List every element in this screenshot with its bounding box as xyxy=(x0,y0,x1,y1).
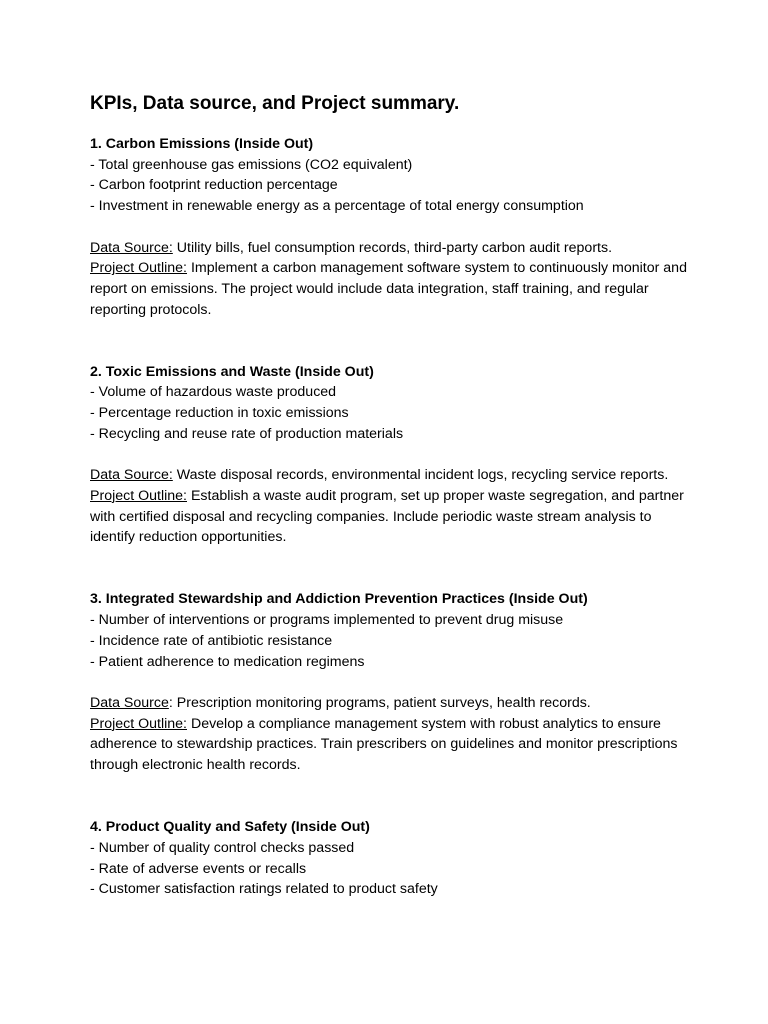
section-heading: 2. Toxic Emissions and Waste (Inside Out) xyxy=(90,363,374,380)
kpi-item: - Patient adherence to medication regimens xyxy=(90,653,365,670)
data-source-paragraph xyxy=(90,238,690,259)
section-stewardship xyxy=(90,589,690,775)
data-source-label: Data Source xyxy=(90,694,169,711)
kpi-item: - Percentage reduction in toxic emissions xyxy=(90,405,349,422)
project-outline-text: Establish a waste audit program, set up proper waste segregation, and partner with certified disposal and recycling companies. Include periodic waste stream analysis to identify reduction opportunities. xyxy=(90,487,684,546)
data-source-paragraph xyxy=(90,693,690,714)
project-outline-label: Project Outline: xyxy=(90,487,187,504)
section-carbon-emissions xyxy=(90,134,690,320)
document-title: KPIs, Data source, and Project summary. xyxy=(90,93,460,114)
kpi-item: - Number of quality control checks passed xyxy=(90,839,355,856)
kpi-item: - Number of interventions or programs implemented to prevent drug misuse xyxy=(90,612,564,629)
document-page xyxy=(90,90,690,900)
project-outline-text: Develop a compliance management system with robust analytics to ensure adherence to stewardship practices. Train prescribers on guidelines and monitor prescriptions through electronic health records. xyxy=(90,715,678,774)
kpi-item: - Rate of adverse events or recalls xyxy=(90,860,307,877)
kpi-item: - Recycling and reuse rate of production materials xyxy=(90,425,404,442)
kpi-item: - Incidence rate of antibiotic resistance xyxy=(90,632,333,649)
data-source-label: Data Source: xyxy=(90,467,173,484)
data-source-text: Utility bills, fuel consumption records, third-party carbon audit reports. xyxy=(172,239,613,256)
project-outline-label: Project Outline: xyxy=(90,715,187,732)
data-source-paragraph xyxy=(90,465,690,486)
section-heading: 3. Integrated Stewardship and Addiction Prevention Practices (Inside Out) xyxy=(90,591,588,608)
kpi-item: - Carbon footprint reduction percentage xyxy=(90,177,338,194)
data-source-label: Data Source: xyxy=(90,239,173,256)
section-product-quality xyxy=(90,817,690,900)
project-outline-label: Project Outline: xyxy=(90,260,187,277)
kpi-item: - Volume of hazardous waste produced xyxy=(90,384,337,401)
project-outline-text: Implement a carbon management software system to continuously monitor and report on emissions. The project would include data integration, staff training, and regular reporting protocols. xyxy=(90,260,687,318)
kpi-item: - Investment in renewable energy as a percentage of total energy consumption xyxy=(90,198,584,215)
kpi-item: - Customer satisfaction ratings related to product safety xyxy=(90,881,438,898)
project-outline-paragraph xyxy=(90,714,690,776)
kpi-item: - Total greenhouse gas emissions (CO2 equivalent) xyxy=(90,156,413,173)
project-outline-paragraph xyxy=(90,258,690,320)
section-heading: 4. Product Quality and Safety (Inside Out) xyxy=(90,819,370,836)
data-source-text: Waste disposal records, environmental incident logs, recycling service reports. xyxy=(172,467,669,484)
project-outline-paragraph xyxy=(90,486,690,548)
section-heading: 1. Carbon Emissions (Inside Out) xyxy=(90,136,314,152)
data-source-text: : Prescription monitoring programs, patient surveys, health records. xyxy=(168,694,591,711)
section-toxic-emissions xyxy=(90,362,690,548)
